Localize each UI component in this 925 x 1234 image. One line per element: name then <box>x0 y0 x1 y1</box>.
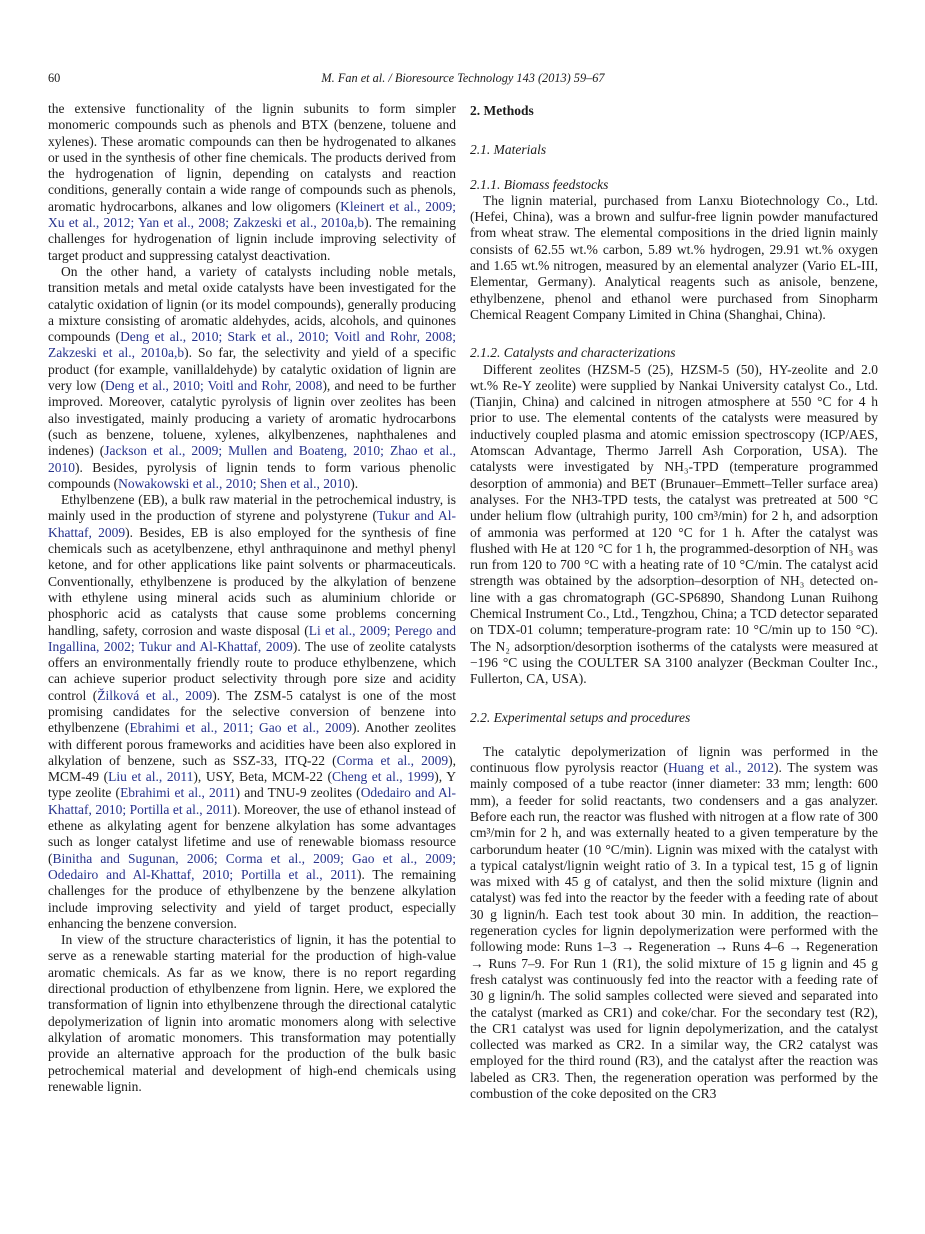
citation-link[interactable]: Deng et al., 2010; Stark et al., 2010; Voitl and Rohr, 2008; Zakzeski et al., 2010a,b <box>48 329 456 361</box>
body-text: The lignin material, purchased from Lanxu Biotechnology Co., Ltd. (Hefei, China), was a brown and sulfur-free lignin powder manufactured from wheat straw. The elemental compositions in the dried lignin mainly consists of 62.55 wt.% carbon, 5.89 wt.% hydrogen, 29.91 wt.% oxygen and 1.65 wt.% nitrogen, measured by an elemental analyzer (Vario EL-III, Elementar, Germany). Analytical reagents such as anisole, benzene, ethylbenzene, phenol and ethanol were purchased from Sinopharm Chemical Reagent Company Limited in China (Shanghai, China). <box>470 192 878 322</box>
page-number: 60 <box>48 71 61 85</box>
body-text: Ethylbenzene (EB), a bulk raw material in the petrochemical industry, is mainly used in the production of styrene and polystyrene ( <box>48 492 456 524</box>
running-head <box>48 71 878 87</box>
paragraph <box>470 362 878 688</box>
citation-link[interactable]: Žilková et al., 2009 <box>97 687 213 703</box>
citation-link[interactable]: Cheng et al., 1999 <box>331 769 435 785</box>
citation-link[interactable]: Deng et al., 2010; Voitl and Rohr, 2008 <box>105 378 323 394</box>
body-text: The catalytic depolymerization of lignin was performed in the continuous flow pyrolysis reactor ( <box>470 743 878 776</box>
citation-link[interactable]: Odedairo and Al-Khattaf, 2010; Portilla et al., 2011 <box>48 785 456 817</box>
citation-link[interactable]: Li et al., 2009; Perego and Ingallina, 2002; Tukur and Al-Khattaf, 2009 <box>48 622 456 654</box>
citation-link[interactable]: Corma et al., 2009 <box>336 752 449 768</box>
citation-link[interactable]: Kleinert et al., 2009; Xu et al., 2012; Yan et al., 2008; Zakzeski et al., 2010a,b <box>48 198 457 231</box>
body-text: ), and need to be further improved. Moreover, catalytic pyrolysis of lignin over zeolites has been also investigated, mainly producing a variety of aromatic hydrocarbons (such as benzene, toluene, xylenes, alkylbenzenes, naphthalenes and indenes) ( <box>48 378 457 459</box>
paragraph <box>48 101 456 264</box>
two-column-body <box>48 101 878 1102</box>
citation-link[interactable]: Huang et al., 2012 <box>667 760 775 776</box>
body-text: ). The remaining challenges for the produce of ethylbenzene by the benzene alkylation include improving selectivity and yield of target product, especially enhancing the benzene conversion. <box>48 866 456 931</box>
body-text: ). Besides, EB is also employed for the synthesis of fine chemicals such as acetylbenzene, ethyl anthraquinone and methyl phenyl ketone, and for other applications like paint solvents or pharmaceuticals. Conventionally, ethylbenzene is produced by the alkylation of benzene with ethylene using mineral acids such as aluminium chloride or phosphoric acid as catalysts that cause some problems concerning handling, safety, corrosion and waste disposal ( <box>48 524 457 638</box>
paragraph <box>470 744 878 1103</box>
paragraph <box>470 193 878 323</box>
body-text: the extensive functionality of the lignin subunits to form simpler monomeric compounds such as phenols and BTX (benzene, toluene and xylenes). These aromatic compounds can then be hydrogenated to alkanes or used in the synthesis of other fine chemicals. The products derived from the hydrogenation of lignin, depending on catalysts and reaction conditions, generally contain a wide range of compounds such as phenols, aromatic hydrocarbons, alkanes and low oligomers ( <box>48 101 456 214</box>
running-title: M. Fan et al. / Bioresource Technology 143 (2013) 59–67 <box>321 71 605 85</box>
body-text: In view of the structure characteristics of lignin, it has the potential to serve as a renewable starting material for the production of high-value aromatic chemicals. As far as we know, there is no report regarding directional production of ethylbenzene from lignin. Here, we explored the transformation of lignin into ethylbenzene through the directional catalytic depolymerization of lignin into aromatic monomers along with selective alkylation of aromatic monomers. This transformation may potentially provide an alternative approach for the production of the bulk basic petrochemical material and development of high-end chemicals using renewable lignin. <box>48 932 456 1094</box>
body-text: ), MCM-49 ( <box>48 752 456 785</box>
section-heading: 2.1.2. Catalysts and characterizations <box>470 345 676 361</box>
body-text: ) and TNU-9 zeolites ( <box>235 785 361 801</box>
body-text: ). So far, the selectivity and yield of a specific product (for example, vanillaldehyde) by catalytic oxidation of lignin are very low ( <box>48 345 456 394</box>
body-text: ), Y type zeolite ( <box>48 769 456 801</box>
citation-link[interactable]: Ebrahimi et al., 2011 <box>120 785 236 801</box>
section-heading: 2. Methods <box>470 103 534 118</box>
citation-link[interactable]: Binitha and Sugunan, 2006; Corma et al., 2009; Gao et al., 2009; Odedairo and Al-Khattaf, 2010; Portilla et al., 2011 <box>48 850 456 882</box>
section-heading: 2.2. Experimental setups and procedures <box>470 709 691 725</box>
right-column <box>470 101 878 1102</box>
left-column <box>48 101 456 1102</box>
section-heading: 2.1.1. Biomass feedstocks <box>470 176 609 192</box>
body-text: ). <box>350 475 359 491</box>
citation-link[interactable]: Liu et al., 2011 <box>108 769 194 785</box>
body-text: ). Moreover, the use of ethanol instead of ethene as alkylating agent for benzene alkylation has some advantages such as longer catalyst lifetime and use of renewable biomass resource ( <box>48 801 457 866</box>
body-text: ). The system was mainly composed of a tube reactor (inner diameter: 33 mm; length: 600 mm), a feeder for solid reactants, two condensers and a gas analyzer. Before each run, the reactor was flushed with nitrogen at a flow rate of 300 cm³/min for 2 h, and was externally heated to a given temperature by the carborundum heater (10 °C/min). Lignin was mixed with the catalyst with a typical catalyst/lignin weight ratio of 3. In a typical test, 15 g of lignin was mixed with 45 g of catalyst, and then the solid mixture (lignin and catalyst) was fed into the reactor by the feeder with a feeding rate of about 30 g lignin/h. Each test took about 30 min. In addition, the reaction–regeneration cycles for lignin depolymerization were performed with the following mode: Runs 1–3 → Regeneration → Runs 4–6 → Regeneration → Runs 7–9. For Run 1 (R1), the solid mixture of 15 g lignin and 45 g fresh catalyst was continuously fed into the reactor with a feeding rate of 30 g lignin/h. The solid samples collected were sieved and separated into the catalyst (marked as CR1) and coke/char. For the secondary test (R2), the CR1 catalyst was used for lignin depolymerization, and the catalyst collected was marked as CR2. In a similar way, the CR2 catalyst was employed for the third round (R3), and the catalyst after the reaction was labeled as CR3. Then, the regeneration operation was performed by the combustion of the coke deposited on the CR3 <box>470 760 878 1102</box>
body-text: ). The ZSM-5 catalyst is one of the most promising candidates for the selective conversion of benzene into ethylbenzene ( <box>48 687 456 736</box>
body-text: ). Another zeolites with different porous frameworks and acidities have been also explored in alkylation of benzene, such as SSZ-33, ITQ-22 ( <box>48 720 456 768</box>
body-text: ). The remaining challenges for hydrogenation of lignin include improving selectivity of target product and suppressing catalyst deactivation. <box>48 215 456 263</box>
body-text: ), USY, Beta, MCM-22 ( <box>193 769 332 785</box>
section-heading: 2.1. Materials <box>470 142 547 158</box>
body-text: ). Besides, pyrolysis of lignin tends to form various phenolic compounds ( <box>48 459 456 491</box>
body-text: ). The use of zeolite catalysts offers an environmentally friendly route to produce ethylbenzene, which can achieve superior product selectivity through pore size and acidity control ( <box>48 638 456 703</box>
body-text: On the other hand, a variety of catalysts including noble metals, transition metals and metal oxide catalysts have been investigated for the catalytic oxidation of lignin (or its model compounds), generally producing a mixture consisting of aromatic aldehydes, acids, alcohols, and quinones compounds ( <box>48 263 456 345</box>
body-text: Different zeolites (HZSM-5 (25), HZSM-5 (50), HY-zeolite and 2.0 wt.% Re-Y zeolite) were supplied by Nankai University catalyst Co., Ltd. (Tianjin, China) and calcined in nitrogen atmosphere at 550 °C for 4 h prior to use. The elemental contents of the catalysts were measured by inductively coupled plasma and atomic emission spectroscopy (ICP/AES, Atomscan Advantage, Thermo Jarrell Ash Corporation, USA). The catalysts were investigated by NH₃-TPD (temperature programmed desorption of ammonia) and BET (Brunauer–Emmett–Teller surface area) analyses. For the NH3-TPD tests, the catalyst was pretreated at 500 °C under helium flow (ultrahigh purity, 100 cm³/min) for 2 h, and adsorption of ammonia was performed at 120 °C for 1 h. After the catalyst was flushed with He at 120 °C for 1 h, the programmed-desorption of NH₃ was run from 120 to 700 °C with a heating rate of 10 °C/min. The catalyst acid strength was obtained by the adsorption–desorption of NH₃ detected on-line with a gas chromatograph (GC-SP6890, Shandong Lunan Ruihong Chemical Instrument Co., Ltd., Tengzhou, China; a TCD detector separated on TDX-01 column; temperature-program rate: 10 °C/min up to 150 °C). The N₂ adsorption/desorption isotherms of the catalysts were measured at −196 °C using the COULTER SA 3100 analyzer (Beckman Coulter Inc., Fullerton, CA, USA). <box>470 361 878 687</box>
citation-link[interactable]: Tukur and Al-Khattaf, 2009 <box>48 508 456 540</box>
citation-link[interactable]: Nowakowski et al., 2010; Shen et al., 2010 <box>118 475 351 491</box>
citation-link[interactable]: Ebrahimi et al., 2011; Gao et al., 2009 <box>129 720 352 736</box>
paragraph <box>48 492 456 932</box>
paragraph <box>48 264 456 492</box>
citation-link[interactable]: Jackson et al., 2009; Mullen and Boateng, 2010; Zhao et al., 2010 <box>48 443 456 475</box>
paragraph <box>48 932 456 1095</box>
